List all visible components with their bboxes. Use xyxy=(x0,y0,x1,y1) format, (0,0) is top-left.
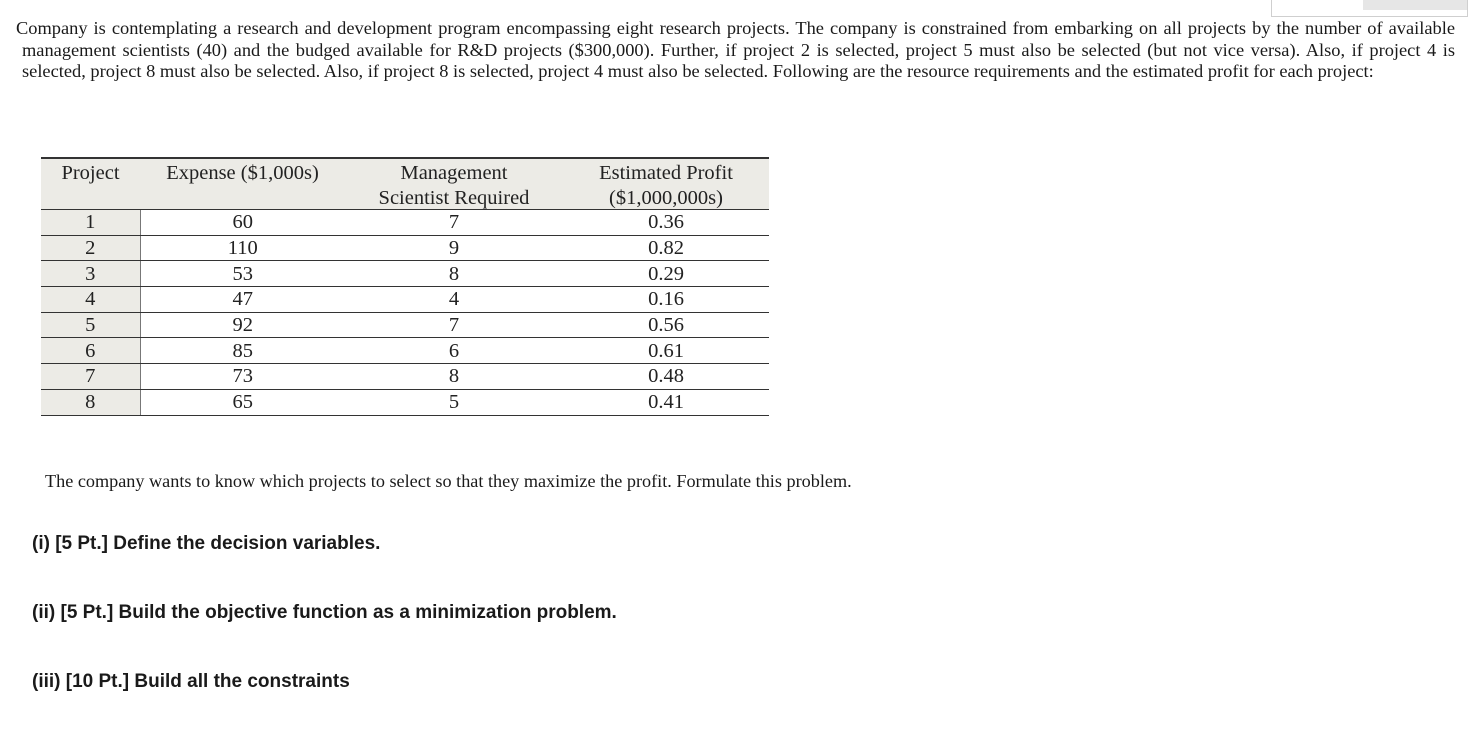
cell-scientists: 4 xyxy=(345,287,563,313)
table-row xyxy=(41,364,769,390)
top-right-widget xyxy=(1271,0,1468,17)
cell-profit: 0.29 xyxy=(563,261,769,287)
table-row xyxy=(41,235,769,261)
cell-project: 6 xyxy=(41,338,140,364)
cell-expense: 73 xyxy=(140,364,345,390)
header-scientists: Management Scientist Required xyxy=(345,158,563,210)
top-right-widget-fill xyxy=(1363,0,1467,10)
cell-expense: 60 xyxy=(140,210,345,236)
cell-project: 4 xyxy=(41,287,140,313)
table-row xyxy=(41,210,769,236)
cell-expense: 92 xyxy=(140,312,345,338)
project-table xyxy=(41,157,769,416)
table-row xyxy=(41,338,769,364)
cell-profit: 0.41 xyxy=(563,389,769,415)
cell-expense: 53 xyxy=(140,261,345,287)
table-row xyxy=(41,312,769,338)
cell-profit: 0.36 xyxy=(563,210,769,236)
table-header-row xyxy=(41,158,769,210)
cell-project: 3 xyxy=(41,261,140,287)
cell-scientists: 6 xyxy=(345,338,563,364)
question-text: The company wants to know which projects to select so that they maximize the profit. Formulate this problem. xyxy=(45,471,852,491)
cell-profit: 0.48 xyxy=(563,364,769,390)
cell-expense: 110 xyxy=(140,235,345,261)
cell-profit: 0.16 xyxy=(563,287,769,313)
header-profit: Estimated Profit ($1,000,000s) xyxy=(563,158,769,210)
table-row xyxy=(41,389,769,415)
cell-project: 2 xyxy=(41,235,140,261)
cell-scientists: 7 xyxy=(345,312,563,338)
cell-project: 5 xyxy=(41,312,140,338)
cell-project: 1 xyxy=(41,210,140,236)
problem-intro: Company is contemplating a research and development program encompassing eight research projects. The company is constrained from embarking on all projects by the number of available management scientists (40) and the budged available for R&D projects ($300,000). Further, if project 2 is selected, project 5 must also be selected (but not vice versa). Also, if project 4 is selected, project 8 must also be selected. Also, if project 8 is selected, project 4 must also be selected. Following are the resource requirements and the estimated profit for each project: xyxy=(16,18,1455,82)
table-row xyxy=(41,287,769,313)
cell-expense: 47 xyxy=(140,287,345,313)
cell-expense: 85 xyxy=(140,338,345,364)
cell-scientists: 5 xyxy=(345,389,563,415)
cell-scientists: 8 xyxy=(345,364,563,390)
cell-project: 8 xyxy=(41,389,140,415)
cell-project: 7 xyxy=(41,364,140,390)
part-ii: (ii) [5 Pt.] Build the objective function as a minimization problem. xyxy=(32,602,617,623)
header-project: Project xyxy=(41,158,140,210)
cell-profit: 0.56 xyxy=(563,312,769,338)
table-row xyxy=(41,261,769,287)
cell-scientists: 8 xyxy=(345,261,563,287)
header-expense: Expense ($1,000s) xyxy=(140,158,345,210)
cell-scientists: 7 xyxy=(345,210,563,236)
part-i: (i) [5 Pt.] Define the decision variables. xyxy=(32,533,381,554)
cell-scientists: 9 xyxy=(345,235,563,261)
part-iii: (iii) [10 Pt.] Build all the constraints xyxy=(32,671,350,692)
cell-profit: 0.61 xyxy=(563,338,769,364)
cell-expense: 65 xyxy=(140,389,345,415)
cell-profit: 0.82 xyxy=(563,235,769,261)
